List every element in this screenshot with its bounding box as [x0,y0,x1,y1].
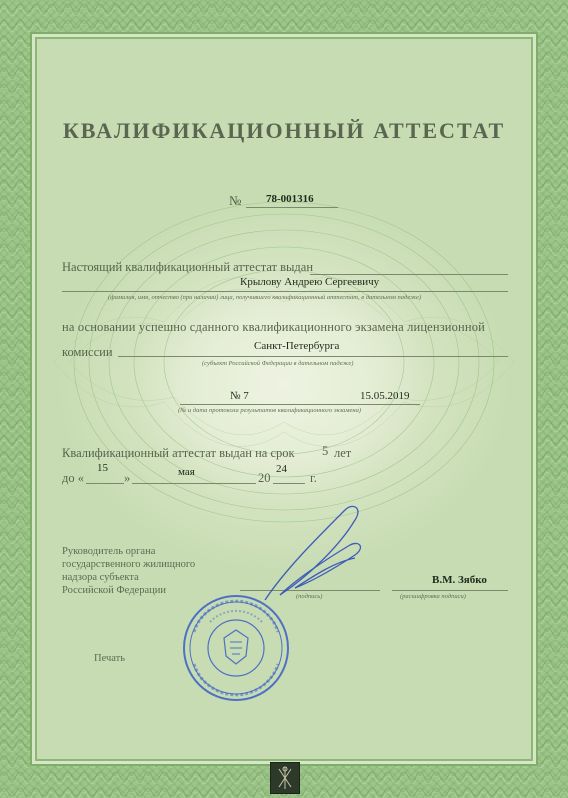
region-caption: (субъект Российской Федерации в дательном падеже) [202,360,354,367]
until-year-line [273,483,305,484]
city-emblem-icon [270,762,300,794]
protocol-number: № 7 [230,390,249,402]
holder-name-line [62,291,508,292]
certificate-number: 78-001316 [266,193,314,205]
until-day-line [86,483,124,484]
protocol-line [180,404,420,405]
head-title-line1: Руководитель органа [62,546,156,557]
signatory-caption: (расшифровка подписи) [400,593,466,600]
number-line [246,207,338,208]
until-month: мая [178,466,195,478]
until-year-prefix: 20 [258,471,271,485]
validity-unit: лет [334,446,352,460]
issued-to-text: Настоящий квалификационный аттестат выдан [62,260,314,274]
number-sign: № [229,193,242,208]
until-month-line [132,483,256,484]
head-title-line3: надзора субъекта [62,572,139,583]
head-title-line4: Российской Федерации [62,585,166,596]
commission-label: комиссии [62,345,113,359]
holder-caption: (фамилия, имя, отчество (при наличии) лица, получившего квалификационный аттестат, в дательном падеже) [108,294,422,301]
until-close-quote: » [124,471,131,485]
until-prefix: до « [62,471,84,485]
basis-text: на основании успешно сданного квалификационного экзамена лицензионной [62,320,485,334]
protocol-caption: (№ и дата протокола результатов квалификационного экзамена) [178,407,361,414]
protocol-date: 15.05.2019 [360,390,410,402]
until-year-suffix: г. [310,471,317,485]
region-name: Санкт-Петербурга [254,340,340,352]
validity-years: 5 [322,444,329,458]
validity-text: Квалификационный аттестат выдан на срок [62,446,295,460]
region-line [118,356,508,357]
until-day: 15 [97,462,108,474]
signatory-name: В.М. Зябко [432,574,487,586]
document-title: КВАЛИФИКАЦИОННЫЙ АТТЕСТАТ [62,118,506,143]
signature-caption: (подпись) [296,593,323,600]
holder-name: Крылову Андрею Сергеевичу [240,276,380,288]
head-title-line2: государственного жилищного [62,559,196,570]
signatory-line [392,590,508,591]
issued-to-line [310,274,508,275]
handwritten-signature [255,500,375,610]
until-year: 24 [276,463,287,475]
seal-label: Печать [94,653,126,664]
